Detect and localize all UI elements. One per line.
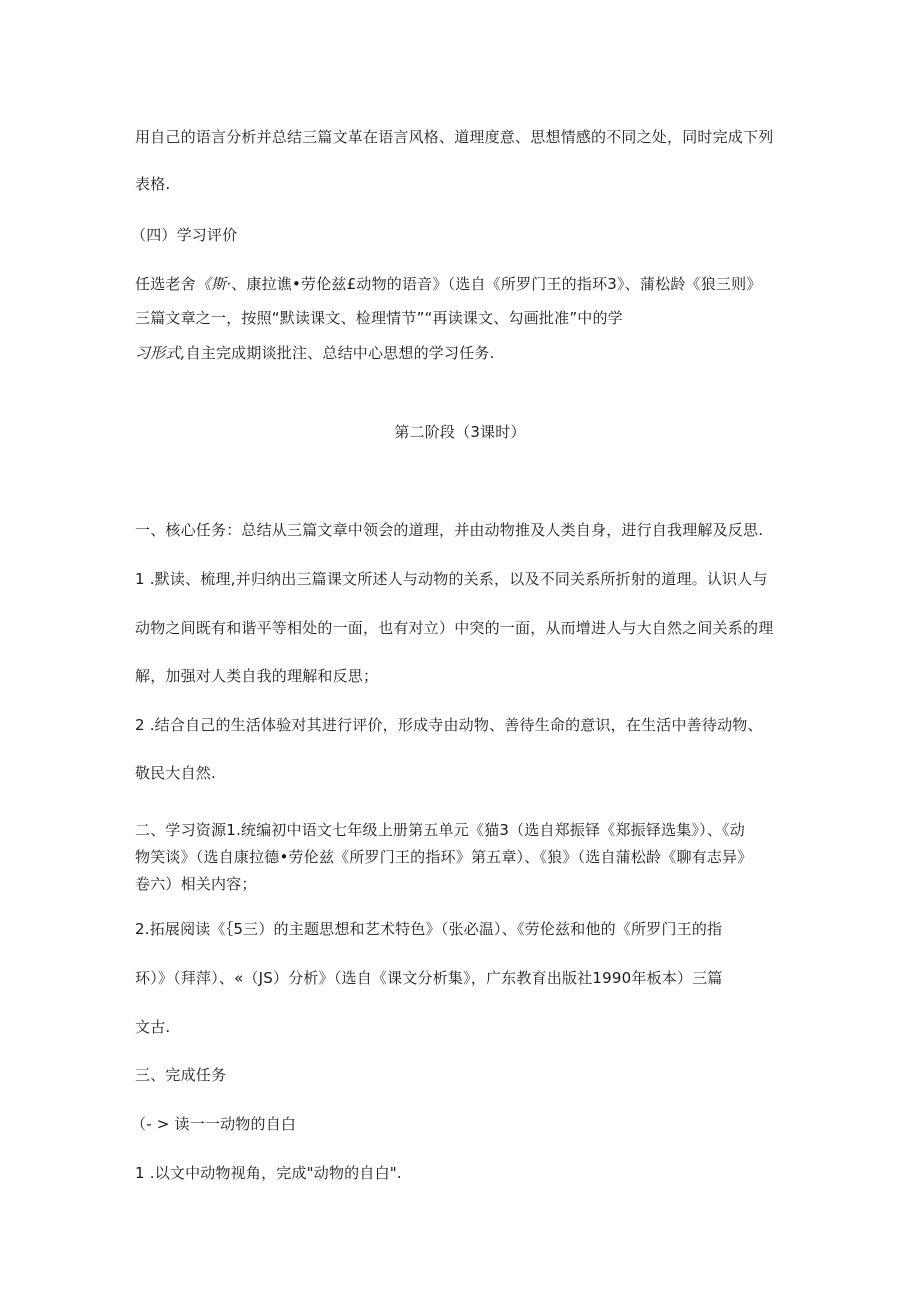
paragraph-1-line-1: 用自己的语言分析并总结三篇文革在语言风格、道理度意、思想情感的不同之处，同时完成下列 <box>135 128 774 146</box>
core-task-item-1-line-2: 动物之间既有和谐平等相处的一面，也有对立）中突的一面，从而增进人与大自然之间关系的理 <box>135 619 774 637</box>
paragraph-2-line-1-c: 、康拉谯•劳伦兹£动物的语音》（选自《所罗门王的指环3》、蒲松龄《狼三则》 <box>231 275 762 293</box>
paragraph-2-line-1 <box>135 273 762 295</box>
core-task-item-1-line-1: 1 .默读、梳理,并归纳出三篇课文所述人与动物的关系，以及不同关系所折射的道理。认识人与 <box>135 570 768 588</box>
resources-line-2: 物笑谈》（选自康拉德•劳伦兹《所罗门王的指环》第五章）、《狼》（选自蒲松龄《聊有志异》 <box>135 848 753 866</box>
paragraph-2-line-3-a: 习形式, <box>135 344 186 362</box>
resources-line-1: 二、学习资源1.统编初中语文七年级上册第五单元《猫3（选自郑振铎《郑振铎选集》）、《动 <box>135 821 745 839</box>
resources-item-2-line-1: 2.拓展阅读《｛5三）的主题思想和艺术特色》（张必温）、《劳伦兹和他的《所罗门王的指 <box>135 920 723 938</box>
resources-line-3: 卷六）相关内容； <box>135 875 257 893</box>
core-task-item-1-line-3: 解，加强对人类自我的理解和反思； <box>135 667 379 685</box>
resources-item-2-line-3: 文古. <box>135 1018 171 1036</box>
paragraph-2-line-2: 三篇文章之一，按照“默读课文、检理情节”“再读课文、勾画批准”中的学 <box>135 309 623 327</box>
paragraph-2-line-3 <box>135 342 495 364</box>
core-task-item-2-line-2: 敬民大自然. <box>135 764 216 782</box>
complete-tasks-heading: 三、完成任务 <box>135 1066 227 1084</box>
stage-heading: 第二阶段（3课时） <box>394 423 526 441</box>
section-4-heading: （四）学习评价 <box>131 226 238 244</box>
complete-tasks-item-1: 1 .以文中动物视角，完成"动物的自白". <box>135 1164 402 1182</box>
complete-tasks-sub-heading: （- > 读一一动物的自白 <box>131 1115 297 1133</box>
core-task-heading: 一、核心任务：总结从三篇文章中领会的道理，并由动物推及人类自身，进行自我理解及反思. <box>135 521 764 539</box>
paragraph-2-line-1-a: 任选老舍 <box>135 275 196 293</box>
paragraph-1-line-2: 表格. <box>135 175 171 193</box>
core-task-item-2-line-1: 2 .结合自己的生活体验对其进行评价，形成寺由动物、善待生命的意识，在生活中善待动物、 <box>135 716 763 734</box>
paragraph-2-line-3-b: 自主完成期谈批注、总结中心思想的学习任务. <box>185 344 495 362</box>
resources-item-2-line-2: 环）》（拜萍）、«（JS）分析》（选自《课文分析集》，广东教育出版社1990年板本）三篇 <box>135 969 723 987</box>
paragraph-2-line-1-b: 《斯· <box>195 275 232 293</box>
